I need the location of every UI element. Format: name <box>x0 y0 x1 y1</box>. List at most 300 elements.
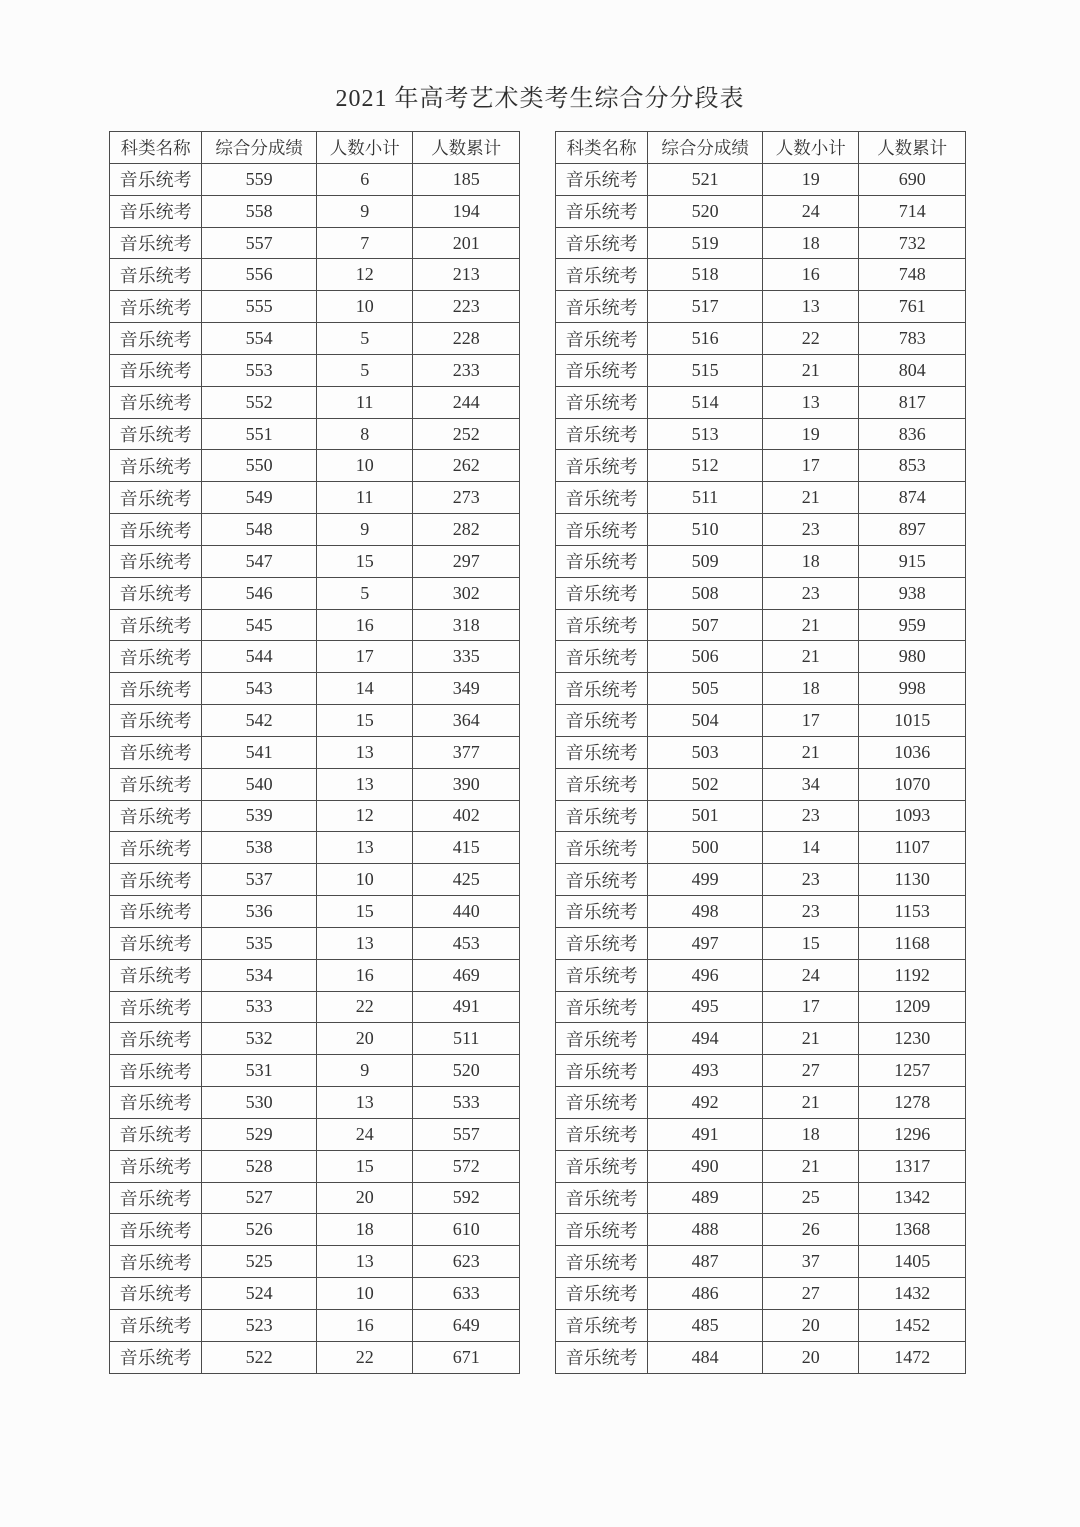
cumulative-cell: 853 <box>859 450 966 482</box>
score-cell: 506 <box>648 641 763 673</box>
table-row <box>110 1182 520 1214</box>
count-cell: 13 <box>317 1246 413 1278</box>
category-cell: 音乐统考 <box>556 1214 648 1246</box>
count-cell: 13 <box>317 768 413 800</box>
score-cell: 531 <box>202 1055 317 1087</box>
table-row <box>556 864 966 896</box>
count-cell: 10 <box>317 450 413 482</box>
score-cell: 498 <box>648 896 763 928</box>
category-cell: 音乐统考 <box>110 1087 202 1119</box>
category-cell: 音乐统考 <box>556 545 648 577</box>
count-cell: 16 <box>317 609 413 641</box>
cumulative-cell: 511 <box>413 1023 520 1055</box>
category-cell: 音乐统考 <box>556 1055 648 1087</box>
count-cell: 10 <box>317 1277 413 1309</box>
score-cell: 523 <box>202 1309 317 1341</box>
category-cell: 音乐统考 <box>110 386 202 418</box>
table-row <box>110 1341 520 1373</box>
count-cell: 23 <box>763 896 859 928</box>
count-cell: 27 <box>763 1277 859 1309</box>
category-cell: 音乐统考 <box>110 864 202 896</box>
category-cell: 音乐统考 <box>556 259 648 291</box>
category-cell: 音乐统考 <box>110 354 202 386</box>
table-row <box>110 705 520 737</box>
count-cell: 13 <box>317 1087 413 1119</box>
table-row <box>110 959 520 991</box>
table-row <box>110 1309 520 1341</box>
table-row <box>556 673 966 705</box>
category-cell: 音乐统考 <box>110 1023 202 1055</box>
score-table-right <box>555 131 966 1374</box>
count-cell: 9 <box>317 514 413 546</box>
score-cell: 534 <box>202 959 317 991</box>
count-cell: 13 <box>317 832 413 864</box>
score-cell: 555 <box>202 291 317 323</box>
category-cell: 音乐统考 <box>556 800 648 832</box>
category-cell: 音乐统考 <box>110 577 202 609</box>
score-cell: 490 <box>648 1150 763 1182</box>
cumulative-cell: 1317 <box>859 1150 966 1182</box>
cumulative-cell: 185 <box>413 164 520 196</box>
count-cell: 21 <box>763 609 859 641</box>
score-cell: 527 <box>202 1182 317 1214</box>
count-cell: 14 <box>763 832 859 864</box>
table-row <box>556 1087 966 1119</box>
table-row <box>556 991 966 1023</box>
count-cell: 17 <box>763 705 859 737</box>
table-row <box>110 1150 520 1182</box>
score-cell: 504 <box>648 705 763 737</box>
cumulative-cell: 1093 <box>859 800 966 832</box>
category-cell: 音乐统考 <box>556 1150 648 1182</box>
score-cell: 509 <box>648 545 763 577</box>
score-cell: 495 <box>648 991 763 1023</box>
category-cell: 音乐统考 <box>556 864 648 896</box>
count-cell: 25 <box>763 1182 859 1214</box>
table-row <box>556 927 966 959</box>
cumulative-cell: 262 <box>413 450 520 482</box>
count-cell: 15 <box>763 927 859 959</box>
score-cell: 547 <box>202 545 317 577</box>
cumulative-cell: 623 <box>413 1246 520 1278</box>
table-row <box>110 291 520 323</box>
table-row <box>110 259 520 291</box>
cumulative-cell: 649 <box>413 1309 520 1341</box>
cumulative-cell: 1405 <box>859 1246 966 1278</box>
cumulative-cell: 1472 <box>859 1341 966 1373</box>
score-cell: 551 <box>202 418 317 450</box>
count-cell: 16 <box>763 259 859 291</box>
score-cell: 538 <box>202 832 317 864</box>
cumulative-cell: 440 <box>413 896 520 928</box>
score-cell: 553 <box>202 354 317 386</box>
count-cell: 12 <box>317 259 413 291</box>
score-cell: 512 <box>648 450 763 482</box>
count-cell: 11 <box>317 386 413 418</box>
cumulative-cell: 1209 <box>859 991 966 1023</box>
page-title: 2021 年高考艺术类考生综合分分段表 <box>335 86 745 112</box>
score-cell: 507 <box>648 609 763 641</box>
count-cell: 21 <box>763 1023 859 1055</box>
cumulative-cell: 282 <box>413 514 520 546</box>
count-cell: 12 <box>317 800 413 832</box>
count-cell: 15 <box>317 705 413 737</box>
score-cell: 533 <box>202 991 317 1023</box>
count-cell: 23 <box>763 864 859 896</box>
category-cell: 音乐统考 <box>110 1341 202 1373</box>
header-row <box>110 132 520 164</box>
table-row <box>110 641 520 673</box>
category-cell: 音乐统考 <box>110 768 202 800</box>
count-cell: 9 <box>317 195 413 227</box>
count-cell: 11 <box>317 482 413 514</box>
count-cell: 13 <box>763 291 859 323</box>
category-cell: 音乐统考 <box>110 896 202 928</box>
cumulative-cell: 233 <box>413 354 520 386</box>
cumulative-cell: 318 <box>413 609 520 641</box>
table-row <box>556 1246 966 1278</box>
table-row <box>556 354 966 386</box>
category-cell: 音乐统考 <box>110 418 202 450</box>
table-row <box>556 1118 966 1150</box>
table-row <box>110 832 520 864</box>
category-cell: 音乐统考 <box>556 641 648 673</box>
score-cell: 497 <box>648 927 763 959</box>
table-row <box>556 1309 966 1341</box>
count-cell: 22 <box>317 991 413 1023</box>
cumulative-cell: 714 <box>859 195 966 227</box>
count-cell: 24 <box>763 195 859 227</box>
score-cell: 519 <box>648 227 763 259</box>
cumulative-cell: 520 <box>413 1055 520 1087</box>
category-cell: 音乐统考 <box>110 1309 202 1341</box>
cumulative-cell: 1015 <box>859 705 966 737</box>
count-cell: 9 <box>317 1055 413 1087</box>
cumulative-cell: 633 <box>413 1277 520 1309</box>
category-cell: 音乐统考 <box>556 1087 648 1119</box>
cumulative-cell: 1368 <box>859 1214 966 1246</box>
score-cell: 517 <box>648 291 763 323</box>
cumulative-cell: 402 <box>413 800 520 832</box>
table-row <box>556 577 966 609</box>
count-cell: 23 <box>763 514 859 546</box>
category-cell: 音乐统考 <box>110 545 202 577</box>
score-cell: 549 <box>202 482 317 514</box>
score-cell: 552 <box>202 386 317 418</box>
category-cell: 音乐统考 <box>556 227 648 259</box>
table-row <box>110 195 520 227</box>
table-row <box>110 1277 520 1309</box>
cumulative-cell: 1192 <box>859 959 966 991</box>
score-cell: 493 <box>648 1055 763 1087</box>
category-cell: 音乐统考 <box>556 164 648 196</box>
score-cell: 508 <box>648 577 763 609</box>
category-cell: 音乐统考 <box>110 736 202 768</box>
cumulative-cell: 1278 <box>859 1087 966 1119</box>
header-count: 人数小计 <box>317 132 413 164</box>
category-cell: 音乐统考 <box>110 291 202 323</box>
category-cell: 音乐统考 <box>556 1277 648 1309</box>
score-cell: 557 <box>202 227 317 259</box>
cumulative-cell: 244 <box>413 386 520 418</box>
table-row <box>110 482 520 514</box>
cumulative-cell: 364 <box>413 705 520 737</box>
cumulative-cell: 690 <box>859 164 966 196</box>
count-cell: 15 <box>317 896 413 928</box>
count-cell: 14 <box>317 673 413 705</box>
cumulative-cell: 425 <box>413 864 520 896</box>
count-cell: 18 <box>317 1214 413 1246</box>
score-cell: 537 <box>202 864 317 896</box>
category-cell: 音乐统考 <box>110 832 202 864</box>
cumulative-cell: 213 <box>413 259 520 291</box>
score-cell: 544 <box>202 641 317 673</box>
score-cell: 528 <box>202 1150 317 1182</box>
score-cell: 488 <box>648 1214 763 1246</box>
cumulative-cell: 228 <box>413 323 520 355</box>
cumulative-cell: 557 <box>413 1118 520 1150</box>
header-row <box>556 132 966 164</box>
score-cell: 485 <box>648 1309 763 1341</box>
table-row <box>110 577 520 609</box>
tables-container <box>109 131 966 1374</box>
table-row <box>110 418 520 450</box>
count-cell: 7 <box>317 227 413 259</box>
table-row <box>556 195 966 227</box>
table-row <box>556 959 966 991</box>
score-cell: 545 <box>202 609 317 641</box>
table-row <box>110 1055 520 1087</box>
category-cell: 音乐统考 <box>556 291 648 323</box>
table-row <box>556 800 966 832</box>
table-body <box>110 164 520 1374</box>
category-cell: 音乐统考 <box>110 609 202 641</box>
table-row <box>110 1087 520 1119</box>
cumulative-cell: 610 <box>413 1214 520 1246</box>
score-cell: 535 <box>202 927 317 959</box>
score-cell: 550 <box>202 450 317 482</box>
category-cell: 音乐统考 <box>556 959 648 991</box>
category-cell: 音乐统考 <box>110 641 202 673</box>
count-cell: 20 <box>763 1309 859 1341</box>
category-cell: 音乐统考 <box>556 927 648 959</box>
score-cell: 513 <box>648 418 763 450</box>
cumulative-cell: 349 <box>413 673 520 705</box>
cumulative-cell: 1432 <box>859 1277 966 1309</box>
count-cell: 21 <box>763 1087 859 1119</box>
score-cell: 516 <box>648 323 763 355</box>
header-cumulative: 人数累计 <box>413 132 520 164</box>
table-row <box>110 545 520 577</box>
count-cell: 13 <box>317 736 413 768</box>
category-cell: 音乐统考 <box>556 609 648 641</box>
table-row <box>110 864 520 896</box>
count-cell: 22 <box>763 323 859 355</box>
category-cell: 音乐统考 <box>110 514 202 546</box>
cumulative-cell: 273 <box>413 482 520 514</box>
score-cell: 558 <box>202 195 317 227</box>
table-row <box>110 227 520 259</box>
table-row <box>556 1182 966 1214</box>
cumulative-cell: 998 <box>859 673 966 705</box>
score-cell: 536 <box>202 896 317 928</box>
score-cell: 505 <box>648 673 763 705</box>
cumulative-cell: 761 <box>859 291 966 323</box>
count-cell: 16 <box>317 959 413 991</box>
category-cell: 音乐统考 <box>556 450 648 482</box>
table-row <box>556 323 966 355</box>
table-row <box>556 514 966 546</box>
cumulative-cell: 874 <box>859 482 966 514</box>
cumulative-cell: 533 <box>413 1087 520 1119</box>
category-cell: 音乐统考 <box>110 800 202 832</box>
score-cell: 511 <box>648 482 763 514</box>
table-row <box>110 386 520 418</box>
cumulative-cell: 1070 <box>859 768 966 800</box>
table-row <box>110 323 520 355</box>
count-cell: 5 <box>317 323 413 355</box>
cumulative-cell: 1257 <box>859 1055 966 1087</box>
category-cell: 音乐统考 <box>556 323 648 355</box>
score-cell: 487 <box>648 1246 763 1278</box>
table-header <box>110 132 520 164</box>
score-cell: 554 <box>202 323 317 355</box>
category-cell: 音乐统考 <box>556 514 648 546</box>
count-cell: 21 <box>763 736 859 768</box>
table-row <box>110 164 520 196</box>
header-score: 综合分成绩 <box>648 132 763 164</box>
cumulative-cell: 783 <box>859 323 966 355</box>
score-cell: 526 <box>202 1214 317 1246</box>
score-cell: 510 <box>648 514 763 546</box>
score-cell: 548 <box>202 514 317 546</box>
table-row <box>110 514 520 546</box>
count-cell: 20 <box>317 1182 413 1214</box>
count-cell: 15 <box>317 1150 413 1182</box>
cumulative-cell: 572 <box>413 1150 520 1182</box>
table-row <box>556 482 966 514</box>
table-row <box>556 386 966 418</box>
category-cell: 音乐统考 <box>556 705 648 737</box>
score-cell: 492 <box>648 1087 763 1119</box>
score-cell: 486 <box>648 1277 763 1309</box>
table-row <box>110 991 520 1023</box>
table-header <box>556 132 966 164</box>
count-cell: 8 <box>317 418 413 450</box>
cumulative-cell: 1036 <box>859 736 966 768</box>
cumulative-cell: 1452 <box>859 1309 966 1341</box>
count-cell: 21 <box>763 482 859 514</box>
count-cell: 18 <box>763 227 859 259</box>
category-cell: 音乐统考 <box>556 1023 648 1055</box>
category-cell: 音乐统考 <box>556 482 648 514</box>
score-cell: 559 <box>202 164 317 196</box>
score-cell: 540 <box>202 768 317 800</box>
table-body <box>556 164 966 1374</box>
category-cell: 音乐统考 <box>556 1309 648 1341</box>
count-cell: 21 <box>763 354 859 386</box>
table-row <box>556 609 966 641</box>
score-cell: 499 <box>648 864 763 896</box>
cumulative-cell: 201 <box>413 227 520 259</box>
cumulative-cell: 194 <box>413 195 520 227</box>
table-row <box>110 450 520 482</box>
count-cell: 16 <box>317 1309 413 1341</box>
cumulative-cell: 491 <box>413 991 520 1023</box>
score-cell: 515 <box>648 354 763 386</box>
cumulative-cell: 390 <box>413 768 520 800</box>
count-cell: 24 <box>317 1118 413 1150</box>
table-row <box>110 927 520 959</box>
category-cell: 音乐统考 <box>110 1150 202 1182</box>
header-score: 综合分成绩 <box>202 132 317 164</box>
count-cell: 20 <box>763 1341 859 1373</box>
table-row <box>556 896 966 928</box>
count-cell: 18 <box>763 545 859 577</box>
count-cell: 17 <box>763 991 859 1023</box>
count-cell: 13 <box>317 927 413 959</box>
cumulative-cell: 1130 <box>859 864 966 896</box>
header-cumulative: 人数累计 <box>859 132 966 164</box>
table-row <box>110 1118 520 1150</box>
count-cell: 18 <box>763 673 859 705</box>
score-cell: 521 <box>648 164 763 196</box>
category-cell: 音乐统考 <box>110 1182 202 1214</box>
score-cell: 514 <box>648 386 763 418</box>
cumulative-cell: 897 <box>859 514 966 546</box>
category-cell: 音乐统考 <box>110 673 202 705</box>
table-row <box>556 832 966 864</box>
score-cell: 489 <box>648 1182 763 1214</box>
table-row <box>110 736 520 768</box>
count-cell: 5 <box>317 577 413 609</box>
cumulative-cell: 671 <box>413 1341 520 1373</box>
count-cell: 26 <box>763 1214 859 1246</box>
score-table-left <box>109 131 520 1374</box>
category-cell: 音乐统考 <box>556 1182 648 1214</box>
score-cell: 529 <box>202 1118 317 1150</box>
table-row <box>556 227 966 259</box>
cumulative-cell: 938 <box>859 577 966 609</box>
count-cell: 15 <box>317 545 413 577</box>
category-cell: 音乐统考 <box>110 705 202 737</box>
score-cell: 542 <box>202 705 317 737</box>
score-cell: 541 <box>202 736 317 768</box>
cumulative-cell: 223 <box>413 291 520 323</box>
cumulative-cell: 836 <box>859 418 966 450</box>
cumulative-cell: 732 <box>859 227 966 259</box>
table-row <box>556 641 966 673</box>
category-cell: 音乐统考 <box>556 832 648 864</box>
cumulative-cell: 1342 <box>859 1182 966 1214</box>
score-cell: 518 <box>648 259 763 291</box>
category-cell: 音乐统考 <box>110 1055 202 1087</box>
category-cell: 音乐统考 <box>110 259 202 291</box>
count-cell: 18 <box>763 1118 859 1150</box>
category-cell: 音乐统考 <box>556 991 648 1023</box>
category-cell: 音乐统考 <box>556 673 648 705</box>
category-cell: 音乐统考 <box>556 1118 648 1150</box>
table-row <box>556 736 966 768</box>
count-cell: 24 <box>763 959 859 991</box>
score-cell: 525 <box>202 1246 317 1278</box>
category-cell: 音乐统考 <box>110 959 202 991</box>
cumulative-cell: 469 <box>413 959 520 991</box>
cumulative-cell: 592 <box>413 1182 520 1214</box>
table-row <box>110 1214 520 1246</box>
header-count: 人数小计 <box>763 132 859 164</box>
table-row <box>556 164 966 196</box>
